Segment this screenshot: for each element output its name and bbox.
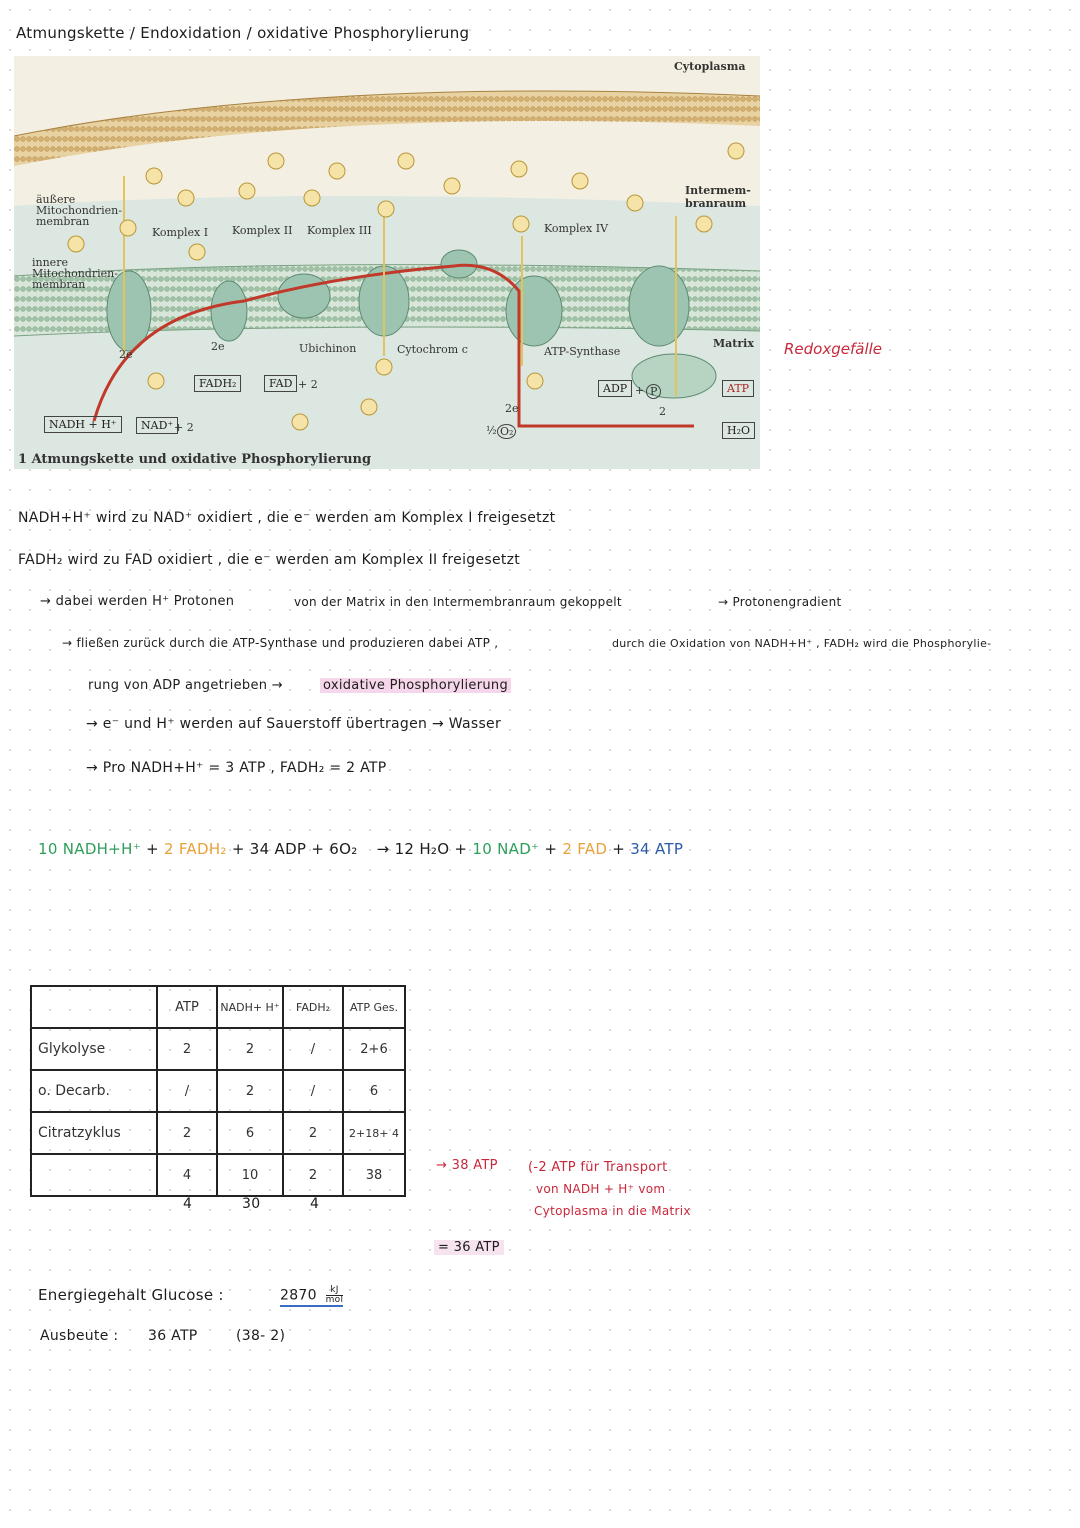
below-nadh: 30 <box>242 1196 261 1212</box>
respiratory-chain-figure <box>14 56 760 469</box>
below-atp: 4 <box>183 1196 193 1212</box>
summary-note-2: von NADH + H⁺ vom <box>536 1182 666 1196</box>
table-total-row <box>31 1154 405 1196</box>
box-adp: ADP <box>598 380 632 397</box>
table-cell: / <box>157 1070 217 1112</box>
table-cell: 4 <box>157 1154 217 1196</box>
eq-plus-3: + <box>612 840 626 858</box>
table-cell: 2+6 <box>343 1028 405 1070</box>
table-header-row <box>31 986 405 1028</box>
summary-note-1: (-2 ATP für Transport <box>528 1160 668 1175</box>
note-line-4a: → fließen zurück durch die ATP-Synthase und produzieren dabei ATP , <box>62 636 499 650</box>
note-line-6: → e⁻ und H⁺ werden auf Sauerstoff übertragen → Wasser <box>86 716 502 732</box>
eq-h2o: 12 H₂O + <box>394 840 468 858</box>
label-cytoplasma: Cytoplasma <box>674 60 746 73</box>
page-title: Atmungskette / Endoxidation / oxidative Phosphorylierung <box>16 24 470 42</box>
atp-table <box>30 985 406 1197</box>
note-line-2: FADH₂ wird zu FAD oxidiert , die e⁻ werden am Komplex II freigesetzt <box>18 552 521 568</box>
table-cell: 6 <box>217 1112 283 1154</box>
table-row <box>31 1070 405 1112</box>
table-cell: 2 <box>217 1028 283 1070</box>
note-line-5a: rung von ADP angetrieben → <box>88 678 283 693</box>
label-aeussere: äußere <box>36 193 76 206</box>
table-cell: Glykolyse <box>31 1028 157 1070</box>
table-cell: 6 <box>343 1070 405 1112</box>
label-2e-1: 2e <box>119 348 133 361</box>
table-cell: / <box>283 1070 343 1112</box>
label-plus-2h-nad: + 2 <box>174 421 194 434</box>
eq-atp: 34 ATP <box>630 840 684 858</box>
energy-unit-top: kJ <box>326 1286 344 1296</box>
table-cell: / <box>283 1028 343 1070</box>
label-phosphate: P <box>646 384 661 399</box>
eq-plus-1: + <box>146 840 159 858</box>
eq-o2: 6O₂ <box>329 840 358 858</box>
label-komplex-2: Komplex II <box>232 224 293 237</box>
table-cell: 2 <box>283 1154 343 1196</box>
energy-value <box>280 1286 343 1307</box>
table-cell: o. Decarb. <box>31 1070 157 1112</box>
label-membran-2: membran <box>32 278 86 291</box>
label-2e-2: 2e <box>211 340 225 353</box>
eq-nad: 10 NAD⁺ <box>472 840 540 858</box>
label-plus-2h-fad: + 2 <box>298 378 318 391</box>
table-row <box>31 1112 405 1154</box>
table-row <box>31 1028 405 1070</box>
box-atp: ATP <box>722 380 754 397</box>
label-atp-synthase: ATP-Synthase <box>544 345 621 358</box>
label-2e-3: 2e <box>505 402 519 415</box>
eq-plus-2: + <box>544 840 558 858</box>
label-plus: + <box>635 384 645 397</box>
table-cell: 2 <box>157 1112 217 1154</box>
label-komplex-4: Komplex IV <box>544 222 609 235</box>
membrane-diagram <box>14 56 760 469</box>
label-membran-1: membran <box>36 215 90 228</box>
label-innere: innere <box>32 256 68 269</box>
table-cell: 2+18+ 4 <box>343 1112 405 1154</box>
table-header-cell <box>31 986 157 1028</box>
table-cell: 2 <box>283 1112 343 1154</box>
box-fadh2: FADH₂ <box>194 375 241 392</box>
yield-label: Ausbeute : <box>40 1328 119 1344</box>
box-h2o: H₂O <box>722 422 755 439</box>
label-two-h: 2 <box>659 405 666 418</box>
yield-calc: (38- 2) <box>236 1328 286 1344</box>
table-cell: 38 <box>343 1154 405 1196</box>
table-cell <box>31 1154 157 1196</box>
note-line-4b: durch die Oxidation von NADH+H⁺ , FADH₂ wird die Phosphorylie- <box>612 637 992 650</box>
label-o2: O₂ <box>497 424 516 439</box>
table-header-cell: ATP Ges. <box>343 986 405 1028</box>
note-line-1: NADH+H⁺ wird zu NAD⁺ oxidiert , die e⁻ werden am Komplex I freigesetzt <box>18 510 556 526</box>
redox-note: Redoxgefälle <box>784 340 883 358</box>
table-cell: 2 <box>157 1028 217 1070</box>
yield-value: 36 ATP <box>148 1328 198 1344</box>
label-komplex-1: Komplex I <box>152 226 209 239</box>
eq-fadh2: 2 FADH₂ <box>163 840 227 858</box>
box-nad: NAD⁺ <box>136 417 178 434</box>
table-cell: 10 <box>217 1154 283 1196</box>
label-ubichinon: Ubichinon <box>299 342 357 355</box>
equation <box>38 840 683 858</box>
table-header-cell: NADH+ H⁺ <box>217 986 283 1028</box>
below-fadh2: 4 <box>310 1196 320 1212</box>
box-fad: FAD <box>264 375 297 392</box>
label-half: ½ <box>486 424 497 437</box>
table-header-cell: ATP <box>157 986 217 1028</box>
summary-total: → 38 ATP <box>436 1158 498 1173</box>
eq-nadh: 10 NADH+H⁺ <box>38 840 141 858</box>
label-mitochondrien-2: Mitochondrien- <box>32 267 118 280</box>
energy-unit-bottom: mol <box>325 1295 344 1305</box>
table-cell: Citratzyklus <box>31 1112 157 1154</box>
energy-unit <box>326 1286 344 1305</box>
label-intermem-2: branraum <box>685 197 747 210</box>
summary-note-3: Cytoplasma in die Matrix <box>534 1204 691 1218</box>
note-line-7: → Pro NADH+H⁺ = 3 ATP , FADH₂ = 2 ATP <box>86 760 387 776</box>
note-line-3c: → Protonengradient <box>718 595 842 609</box>
box-nadh: NADH + H⁺ <box>44 416 122 433</box>
note-line-3a: → dabei werden H⁺ Protonen <box>40 594 235 609</box>
label-intermem-1: Intermem- <box>685 184 751 197</box>
label-matrix: Matrix <box>713 337 754 350</box>
note-line-5b-highlight: oxidative Phosphorylierung <box>320 678 511 693</box>
eq-adp: + 34 ADP + <box>231 840 325 858</box>
label-cytochrom: Cytochrom c <box>397 343 468 356</box>
figure-caption: 1 Atmungskette und oxidative Phosphorylierung <box>18 452 372 467</box>
label-komplex-3: Komplex III <box>307 224 372 237</box>
note-line-3b: von der Matrix in den Intermembranraum gekoppelt <box>294 595 622 609</box>
table-header-cell: FADH₂ <box>283 986 343 1028</box>
energy-number: 2870 <box>280 1287 317 1304</box>
energy-label: Energiegehalt Glucose : <box>38 1286 224 1304</box>
summary-result: = 36 ATP <box>434 1240 504 1255</box>
eq-fad: 2 FAD <box>562 840 608 858</box>
table-cell: 2 <box>217 1070 283 1112</box>
eq-arrow: → <box>376 840 390 858</box>
label-mitochondrien-1: Mitochondrien- <box>36 204 122 217</box>
